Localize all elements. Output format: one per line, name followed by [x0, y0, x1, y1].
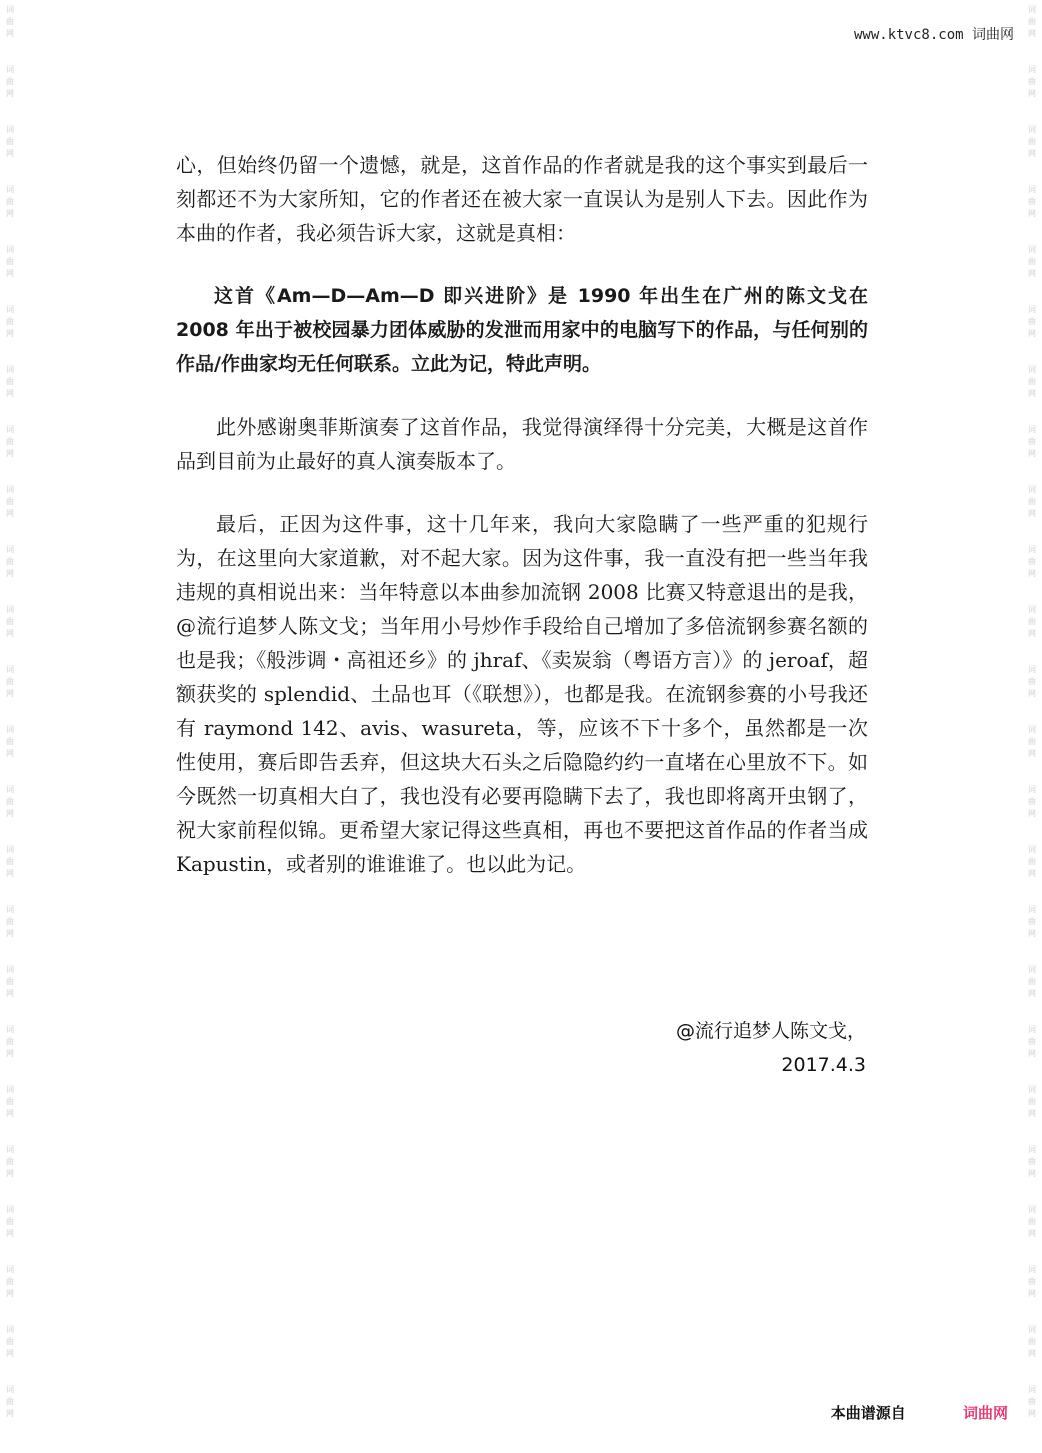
watermark-char: 曲 [6, 377, 14, 386]
left-edge-watermark [2, 0, 18, 1453]
watermark-char: 网 [1028, 389, 1036, 398]
watermark-char: 网 [1028, 509, 1036, 518]
watermark-char: 词 [1028, 725, 1036, 734]
watermark-char: 网 [1028, 209, 1036, 218]
watermark-char: 曲 [6, 497, 14, 506]
document-body [176, 148, 868, 881]
watermark-char: 网 [1028, 629, 1036, 638]
watermark-char: 词 [6, 365, 14, 374]
watermark-char: 词 [1028, 605, 1036, 614]
watermark-char: 词 [6, 1265, 14, 1274]
watermark-char: 曲 [6, 257, 14, 266]
watermark-char: 曲 [6, 1277, 14, 1286]
watermark-char: 词 [6, 65, 14, 74]
watermark-char: 曲 [6, 977, 14, 986]
watermark-unit [1028, 124, 1036, 160]
watermark-char: 曲 [1028, 77, 1036, 86]
watermark-unit [1028, 484, 1036, 520]
watermark-char: 网 [1028, 29, 1036, 38]
watermark-unit [1028, 724, 1036, 760]
watermark-unit [1028, 1024, 1036, 1060]
footer-source-site-link[interactable]: 词曲网 [962, 1404, 1008, 1422]
watermark-unit [6, 244, 14, 280]
watermark-unit [6, 844, 14, 880]
watermark-char: 曲 [6, 857, 14, 866]
watermark-char: 网 [1028, 929, 1036, 938]
watermark-char: 曲 [6, 1337, 14, 1346]
watermark-char: 曲 [6, 197, 14, 206]
watermark-unit [6, 184, 14, 220]
watermark-char: 词 [1028, 365, 1036, 374]
watermark-char: 词 [1028, 245, 1036, 254]
watermark-char: 网 [6, 389, 14, 398]
watermark-unit [1028, 304, 1036, 340]
watermark-char: 曲 [1028, 1217, 1036, 1226]
watermark-char: 网 [6, 209, 14, 218]
watermark-char: 网 [6, 449, 14, 458]
watermark-char: 网 [1028, 749, 1036, 758]
watermark-unit [6, 964, 14, 1000]
site-header-url[interactable]: www.ktvc8.com 词曲网 [853, 27, 1014, 43]
watermark-char: 曲 [6, 77, 14, 86]
watermark-char: 词 [1028, 1085, 1036, 1094]
watermark-char: 网 [1028, 1049, 1036, 1058]
watermark-char: 网 [1028, 869, 1036, 878]
watermark-char: 词 [6, 1205, 14, 1214]
watermark-char: 网 [6, 1409, 14, 1418]
watermark-char: 网 [1028, 269, 1036, 278]
watermark-char: 词 [1028, 1325, 1036, 1334]
watermark-unit [1028, 1384, 1036, 1420]
watermark-char: 网 [6, 1049, 14, 1058]
watermark-char: 曲 [1028, 137, 1036, 146]
watermark-char: 词 [1028, 485, 1036, 494]
watermark-char: 网 [6, 29, 14, 38]
watermark-char: 词 [6, 425, 14, 434]
watermark-char: 词 [1028, 1145, 1036, 1154]
watermark-char: 网 [6, 89, 14, 98]
watermark-char: 网 [1028, 329, 1036, 338]
watermark-char: 词 [1028, 425, 1036, 434]
watermark-char: 词 [6, 1145, 14, 1154]
watermark-unit [1028, 904, 1036, 940]
watermark-char: 曲 [1028, 977, 1036, 986]
watermark-char: 曲 [1028, 257, 1036, 266]
watermark-char: 词 [6, 545, 14, 554]
watermark-unit [1028, 664, 1036, 700]
watermark-char: 网 [6, 749, 14, 758]
watermark-char: 词 [6, 785, 14, 794]
watermark-char: 网 [6, 689, 14, 698]
watermark-char: 网 [6, 1349, 14, 1358]
watermark-char: 词 [1028, 845, 1036, 854]
paragraph-thanks: 此外感谢奥菲斯演奏了这首作品，我觉得演绎得十分完美，大概是这首作品到目前为止最好的真人演奏版本了。 [176, 415, 868, 473]
watermark-char: 曲 [1028, 617, 1036, 626]
watermark-char: 词 [1028, 65, 1036, 74]
signature-author: @流行追梦人陈文戈， [675, 1020, 866, 1042]
watermark-char: 曲 [6, 737, 14, 746]
watermark-char: 网 [6, 329, 14, 338]
watermark-char: 网 [6, 989, 14, 998]
watermark-unit [1028, 844, 1036, 880]
watermark-unit [1028, 1084, 1036, 1120]
watermark-unit [1028, 4, 1036, 40]
watermark-char: 网 [6, 509, 14, 518]
watermark-char: 网 [6, 629, 14, 638]
watermark-unit [1028, 364, 1036, 400]
watermark-unit [6, 1144, 14, 1180]
watermark-char: 词 [6, 845, 14, 854]
watermark-char: 网 [1028, 89, 1036, 98]
watermark-char: 网 [6, 1169, 14, 1178]
watermark-char: 词 [6, 1085, 14, 1094]
watermark-char: 词 [1028, 545, 1036, 554]
watermark-char: 曲 [1028, 1337, 1036, 1346]
watermark-unit [6, 604, 14, 640]
watermark-char: 词 [1028, 905, 1036, 914]
watermark-unit [1028, 184, 1036, 220]
watermark-char: 曲 [6, 17, 14, 26]
watermark-char: 曲 [6, 1097, 14, 1106]
watermark-unit [1028, 784, 1036, 820]
watermark-char: 词 [6, 605, 14, 614]
watermark-unit [6, 364, 14, 400]
watermark-char: 词 [6, 1025, 14, 1034]
watermark-char: 词 [6, 1325, 14, 1334]
watermark-char: 词 [6, 305, 14, 314]
watermark-char: 网 [1028, 1349, 1036, 1358]
watermark-char: 曲 [1028, 317, 1036, 326]
watermark-unit [1028, 604, 1036, 640]
watermark-unit [6, 304, 14, 340]
watermark-char: 曲 [6, 1157, 14, 1166]
watermark-unit [6, 64, 14, 100]
watermark-char: 词 [1028, 965, 1036, 974]
watermark-char: 网 [1028, 1409, 1036, 1418]
watermark-char: 网 [6, 269, 14, 278]
watermark-char: 曲 [1028, 1277, 1036, 1286]
watermark-char: 网 [6, 1229, 14, 1238]
watermark-char: 词 [1028, 5, 1036, 14]
watermark-unit [1028, 544, 1036, 580]
watermark-char: 网 [6, 149, 14, 158]
watermark-char: 曲 [1028, 797, 1036, 806]
watermark-char: 网 [1028, 149, 1036, 158]
signature-block [676, 1014, 866, 1082]
watermark-char: 曲 [1028, 497, 1036, 506]
watermark-unit [1028, 964, 1036, 1000]
watermark-unit [6, 484, 14, 520]
footer-source [831, 1402, 1008, 1423]
paragraph-declaration: 这首《Am—D—Am—D 即兴进阶》是 1990 年出生在广州的陈文戈在 2008 年出于被校园暴力团体威胁的发泄而用家中的电脑写下的作品，与任何别的作品/作曲家均无任何联系。立此为记，特此声明。 [176, 285, 868, 375]
watermark-unit [1028, 244, 1036, 280]
watermark-char: 曲 [1028, 1157, 1036, 1166]
watermark-char: 词 [6, 485, 14, 494]
watermark-char: 网 [1028, 689, 1036, 698]
watermark-char: 词 [6, 245, 14, 254]
watermark-char: 词 [6, 665, 14, 674]
watermark-char: 曲 [1028, 677, 1036, 686]
watermark-char: 网 [1028, 1229, 1036, 1238]
watermark-char: 网 [6, 929, 14, 938]
watermark-char: 词 [6, 5, 14, 14]
watermark-char: 曲 [1028, 1097, 1036, 1106]
watermark-char: 网 [1028, 809, 1036, 818]
watermark-char: 网 [1028, 989, 1036, 998]
watermark-char: 曲 [1028, 197, 1036, 206]
watermark-char: 曲 [6, 557, 14, 566]
watermark-char: 曲 [6, 617, 14, 626]
watermark-unit [1028, 1204, 1036, 1240]
watermark-char: 词 [1028, 1025, 1036, 1034]
watermark-unit [1028, 64, 1036, 100]
watermark-char: 词 [1028, 665, 1036, 674]
watermark-unit [6, 904, 14, 940]
watermark-char: 曲 [6, 1397, 14, 1406]
watermark-char: 曲 [1028, 17, 1036, 26]
watermark-unit [1028, 424, 1036, 460]
watermark-char: 词 [6, 725, 14, 734]
right-edge-watermark [1024, 0, 1040, 1453]
watermark-unit [6, 664, 14, 700]
watermark-unit [6, 1204, 14, 1240]
watermark-char: 网 [1028, 569, 1036, 578]
watermark-char: 词 [6, 1385, 14, 1394]
watermark-char: 词 [6, 965, 14, 974]
watermark-unit [6, 1264, 14, 1300]
watermark-char: 曲 [6, 917, 14, 926]
watermark-unit [6, 1084, 14, 1120]
watermark-unit [6, 784, 14, 820]
watermark-char: 词 [1028, 785, 1036, 794]
watermark-char: 曲 [6, 797, 14, 806]
watermark-char: 曲 [1028, 437, 1036, 446]
watermark-char: 词 [1028, 305, 1036, 314]
watermark-char: 词 [1028, 125, 1036, 134]
watermark-unit [1028, 1264, 1036, 1300]
watermark-char: 网 [1028, 1109, 1036, 1118]
watermark-unit [6, 1324, 14, 1360]
paragraph-confession: 最后，正因为这件事，这十几年来，我向大家隐瞒了一些严重的犯规行为，在这里向大家道歉，对不起大家。因为这件事，我一直没有把一些当年我违规的真相说出来：当年特意以本曲参加流钢 2008 比赛又特意退出的是我，@流行追梦人陈文戈；当年用小号炒作手段给自己增加了多倍流钢参赛名额的也是我；《般涉调・高祖还乡》的 jhraf、《卖炭翁（粤语方言）》的 jeroaf，超额获奖的 splendid、土品也耳（《联想》），也都是我。在流钢参赛的小号我还有 raymond 142、avis、wasureta，等，应该不下十多个，虽然都是一次性使用，赛后即告丢弃，但这块大石头之后隐隐约约一直堵在心里放不下。如今既然一切真相大白了，我也没有必要再隐瞒下去了，我也即将离开虫钢了，祝大家前程似锦。更希望大家记得这些真相，再也不要把这首作品的作者当成 Kapustin，或者别的谁谁谁了。也以此为记。 [176, 512, 868, 876]
watermark-unit [6, 1384, 14, 1420]
watermark-char: 网 [6, 569, 14, 578]
watermark-char: 网 [6, 1289, 14, 1298]
watermark-unit [6, 544, 14, 580]
watermark-char: 词 [6, 125, 14, 134]
watermark-unit [1028, 1324, 1036, 1360]
watermark-char: 网 [1028, 1169, 1036, 1178]
watermark-unit [6, 1024, 14, 1060]
watermark-char: 网 [6, 809, 14, 818]
watermark-char: 曲 [6, 677, 14, 686]
watermark-char: 曲 [1028, 857, 1036, 866]
watermark-char: 词 [1028, 185, 1036, 194]
watermark-unit [1028, 1144, 1036, 1180]
watermark-unit [6, 4, 14, 40]
watermark-char: 词 [1028, 1265, 1036, 1274]
watermark-unit [6, 424, 14, 460]
watermark-char: 曲 [1028, 1037, 1036, 1046]
paragraph-intro: 心，但始终仍留一个遗憾，就是，这首作品的作者就是我的这个事实到最后一刻都还不为大家所知，它的作者还在被大家一直误认为是别人下去。因此作为本曲的作者，我必须告诉大家，这就是真相： [176, 153, 868, 245]
watermark-char: 词 [6, 185, 14, 194]
watermark-char: 词 [1028, 1205, 1036, 1214]
watermark-char: 曲 [1028, 1397, 1036, 1406]
watermark-char: 曲 [6, 1037, 14, 1046]
watermark-char: 网 [1028, 449, 1036, 458]
watermark-char: 网 [6, 1109, 14, 1118]
watermark-char: 曲 [1028, 377, 1036, 386]
watermark-char: 词 [1028, 1385, 1036, 1394]
watermark-char: 曲 [6, 137, 14, 146]
signature-date: 2017.4.3 [781, 1054, 866, 1076]
watermark-unit [6, 724, 14, 760]
footer-source-label: 本曲谱源自 [830, 1404, 906, 1422]
watermark-unit [6, 124, 14, 160]
watermark-char: 曲 [6, 317, 14, 326]
watermark-char: 网 [1028, 1289, 1036, 1298]
watermark-char: 曲 [1028, 557, 1036, 566]
watermark-char: 曲 [1028, 737, 1036, 746]
watermark-char: 网 [6, 869, 14, 878]
watermark-char: 曲 [6, 437, 14, 446]
watermark-char: 曲 [1028, 917, 1036, 926]
watermark-char: 词 [6, 905, 14, 914]
watermark-char: 曲 [6, 1217, 14, 1226]
